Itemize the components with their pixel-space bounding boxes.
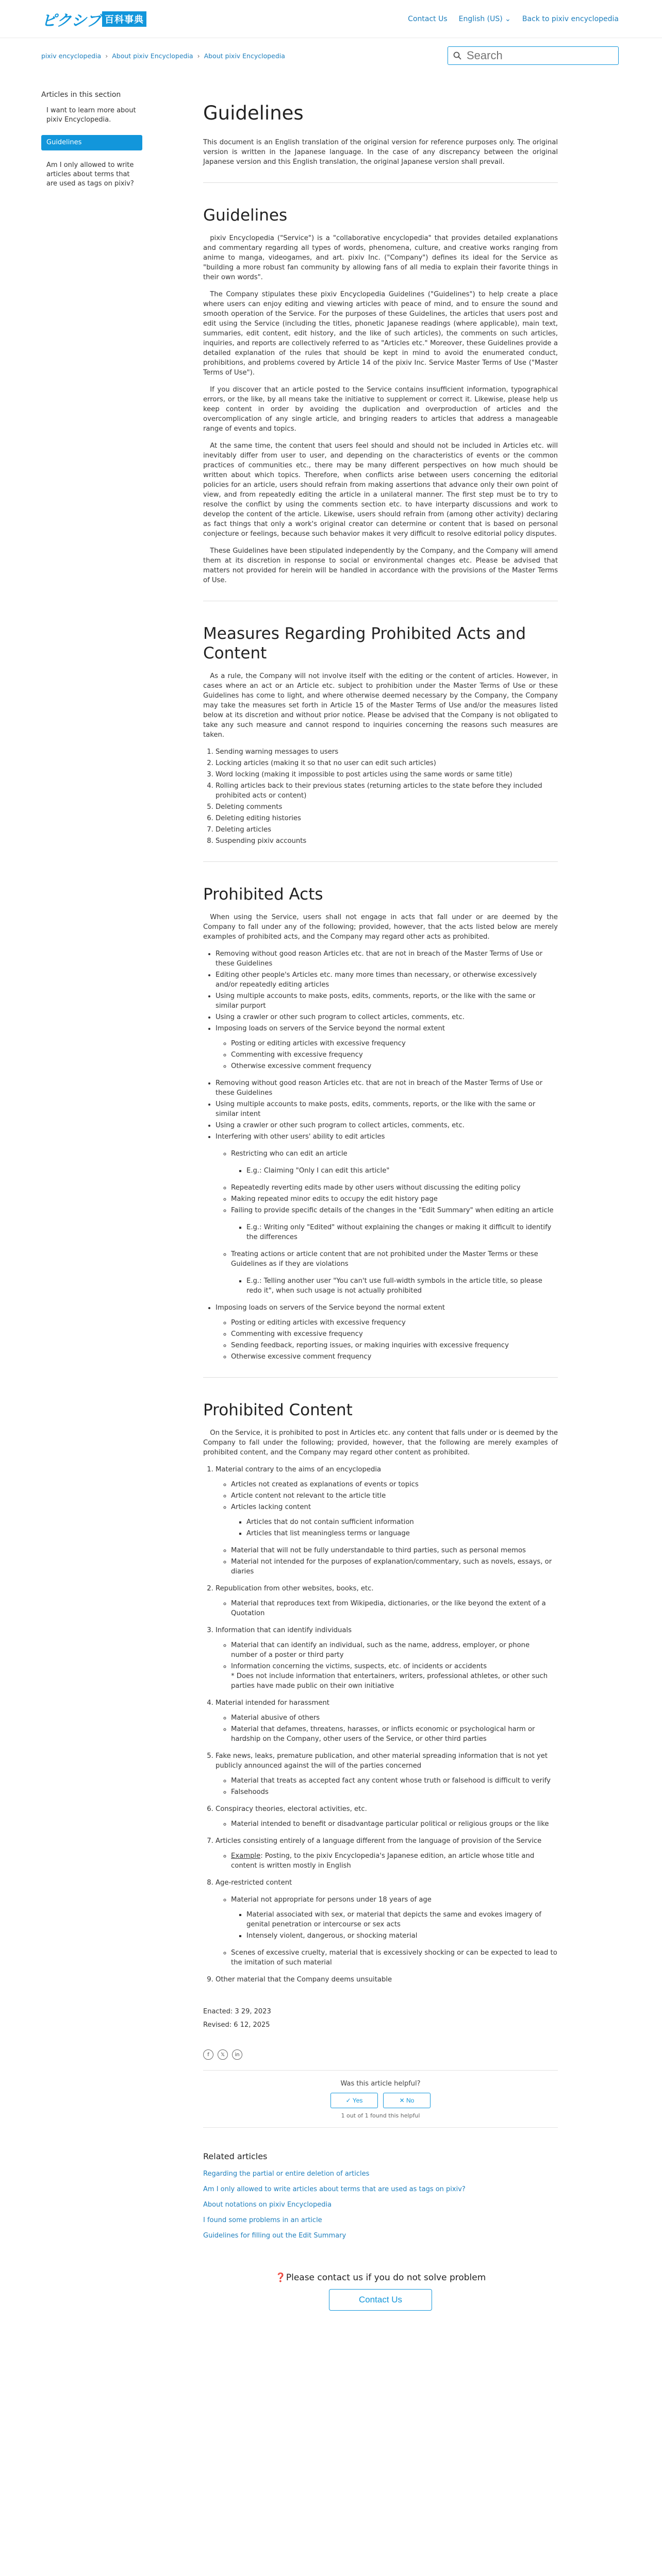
list-item: ◦ Otherwise excessive comment frequency xyxy=(231,1352,558,1362)
list-item xyxy=(216,1303,558,1362)
list-item: • Editing other people's Articles etc. many more times than necessary, or otherwise excessively and/or repeatedly editing articles xyxy=(216,970,558,990)
list-item: ◦ Material that can identify an individual, such as the name, address, employer, or phone number of a poster or third party xyxy=(231,1640,558,1660)
measures-list xyxy=(203,747,558,846)
list-item xyxy=(216,1751,558,1797)
list-item xyxy=(216,1698,558,1744)
enacted-date: Enacted: 3 29, 2023 xyxy=(203,2008,271,2015)
paragraph: The Company stipulates these pixiv Encyclopedia Guidelines ("Guidelines") to help create a place where users can enjoy editing and viewing articles with peace of mind, and to ensure the sound and smooth operation of the Service. For the purposes of these Guidelines, the articles that users post and edit using the Service (including the titles, phonetic Japanese readings (where applicable), main text, summaries, edit content, edit history, and the like of such articles), the comments on such articles, inquiries, and reports are collectively referred to as "Articles etc." Moreover, these Guidelines provide a detailed explanation of the rules that should be kept in mind to avoid the enumerated conduct, prohibitions, and problems covered by Article 14 of the pixiv Inc. Service Master Terms of Use ("Master Terms of Use"). xyxy=(203,291,558,377)
vote-no-button[interactable]: ✕ No xyxy=(383,2093,431,2108)
sub-sub-list xyxy=(231,1910,558,1941)
breadcrumb-item[interactable]: About pixiv Encyclopedia xyxy=(112,52,193,60)
list-item: 6. Deleting editing histories xyxy=(216,814,558,823)
related-link[interactable]: About notations on pixiv Encyclopedia xyxy=(203,2201,332,2209)
related-title: Related articles xyxy=(203,2151,268,2161)
contact-us-button[interactable]: Contact Us xyxy=(329,2289,432,2311)
list-item-text: : Posting, to the pixiv Encyclopedia's Japanese edition, an article whose title and content is written mostly in English xyxy=(231,1852,535,1870)
list-item: 7. Deleting articles xyxy=(216,825,558,835)
list-item: ◦ Scenes of excessive cruelty, material that is excessively shocking or can be expected to lead to the imitation of such material xyxy=(231,1948,558,1968)
list-item: 5. Deleting comments xyxy=(216,802,558,812)
related-link[interactable]: Regarding the partial or entire deletion of articles xyxy=(203,2170,370,2178)
list-item: • Using a crawler or other such program to collect articles, comments, etc. xyxy=(216,1012,558,1022)
sub-list xyxy=(216,1640,558,1691)
sub-list xyxy=(216,1480,558,1577)
sub-sub-list xyxy=(231,1166,558,1176)
list-item-text: Information concerning the victims, suspects, etc. of incidents or accidents xyxy=(231,1663,487,1670)
article-dates xyxy=(203,2005,558,2032)
paragraph: pixiv Encyclopedia ("Service") is a "collaborative encyclopedia" that provides detailed explanations and commentary regarding all types of words, phenomena, culture, and creative works ranging from anime to manga, videogames, and art. pixiv Inc. ("Company") defines its ideal for the Service as "building a more robust fan community by allowing fans of all media to explain their favorite things in their own words". xyxy=(203,234,558,281)
article-main xyxy=(203,70,558,2311)
back-to-encyclopedia-link[interactable]: Back to pixiv encyclopedia xyxy=(522,14,619,23)
list-item: ◦ Material that will not be fully understandable to third parties, such as personal memos xyxy=(231,1546,558,1555)
list-item-text: Information that can identify individuals xyxy=(216,1626,352,1634)
list-item-text: Failing to provide specific details of the changes in the "Edit Summary" when editing an article xyxy=(231,1207,554,1214)
paragraph: These Guidelines have been stipulated independently by the Company, and the Company will amend them at its discretion in response to social or environmental changes etc. Please be advised that matters not provided for herein will be handled in accordance with the provisions of the Master Terms of Use. xyxy=(203,547,558,584)
list-item: ◦ Repeatedly reverting edits made by other users without discussing the editing policy xyxy=(231,1183,558,1193)
list-item: ◦ Otherwise excessive comment frequency xyxy=(231,1061,558,1071)
x-twitter-icon[interactable]: 𝕏 xyxy=(218,2049,228,2060)
sub-sub-list xyxy=(231,1276,558,1296)
list-item: ▪ Material associated with sex, or material that depicts the same and evokes imagery of genital penetration or intercourse or sex acts xyxy=(246,1910,558,1929)
sub-sub-list xyxy=(231,1517,558,1538)
sub-list xyxy=(216,1149,558,1296)
breadcrumb xyxy=(41,52,285,60)
list-item: 2. Locking articles (making it so that no user can edit such articles) xyxy=(216,758,558,768)
list-item: ▪ E.g.: Writing only "Edited" without explaining the changes or making it difficult to identify the differences xyxy=(246,1223,558,1242)
logo-pixiv-text: ピクシブ xyxy=(41,11,101,30)
list-item: • Removing without good reason Articles etc. that are not in breach of the Master Terms of Use or these Guidelines xyxy=(216,1078,558,1098)
list-item xyxy=(216,1132,558,1296)
linkedin-icon[interactable]: in xyxy=(232,2049,242,2060)
sub-list xyxy=(216,1599,558,1618)
list-item: • Using multiple accounts to make posts, edits, comments, reports, or the like with the same or similar intent xyxy=(216,1099,558,1119)
list-item: ◦ Material that defames, threatens, harasses, or inflicts economic or psychological harm or hardship on the Company, other users of the Service, or other third parties xyxy=(231,1724,558,1744)
list-item-text: Republication from other websites, books, etc. xyxy=(216,1585,374,1592)
example-label: Example xyxy=(231,1852,261,1860)
breadcrumb-item[interactable]: pixiv encyclopedia xyxy=(41,52,102,60)
paragraph: As a rule, the Company will not involve itself with the editing or the content of articles. However, in cases where an act or an Article etc. subject to prohibition under the Master Terms of Use or these Guidelines has come to light, and where otherwise deemed necessary by the Company, the Company may take the measures set forth in Article 15 of the Master Terms of Use and/or the measures listed below at its discretion and without prior notice. Please be advised that the Company is not obligated to take any such measure and cannot respond to inquiries concerning the reasons such measures are taken. xyxy=(203,672,558,739)
sub-list xyxy=(216,1318,558,1362)
logo-dict-text: 百科事典 xyxy=(102,11,146,27)
list-item-text: Articles lacking content xyxy=(231,1503,311,1511)
list-item xyxy=(231,1851,558,1871)
paragraph: When using the Service, users shall not engage in acts that fall under or are deemed by the Company to fall under any of the following; provided, however, that the acts listed below are merely examples of prohibited acts, and the Company may regard other acts as prohibited. xyxy=(203,913,558,941)
paragraph: If you discover that an article posted to the Service contains insufficient information, typographical errors, or the like, by all means take the initiative to supplement or correct it. Likewise, please help us keep content in order by avoiding the duplication and overproduction of articles and the overcomplication of any single article, and bringing readers to articles that address a manageable range of events and topics. xyxy=(203,386,558,433)
list-item: ◦ Articles not created as explanations of events or topics xyxy=(231,1480,558,1489)
list-item: ◦ Material that reproduces text from Wikipedia, dictionaries, or the like beyond the extent of a Quotation xyxy=(231,1599,558,1618)
vote-yes-button[interactable]: ✓ Yes xyxy=(330,2093,378,2108)
list-item-text: Imposing loads on servers of the Service beyond the normal extent xyxy=(216,1304,445,1312)
sub-list xyxy=(216,1895,558,1968)
list-item xyxy=(231,1895,558,1941)
related-link[interactable]: Am I only allowed to write articles about terms that are used as tags on pixiv? xyxy=(203,2185,466,2193)
list-item: ▪ Intensely violent, dangerous, or shocking material xyxy=(246,1931,558,1941)
list-item xyxy=(216,1878,558,1968)
list-item: • Using a crawler or other such program to collect articles, comments, etc. xyxy=(216,1121,558,1130)
list-item-text: Conspiracy theories, electoral activities, etc. xyxy=(216,1805,367,1813)
share-buttons xyxy=(203,2049,558,2060)
site-header xyxy=(0,0,662,38)
search-input[interactable] xyxy=(466,48,610,63)
list-item: ◦ Commenting with excessive frequency xyxy=(231,1329,558,1339)
list-item: 9. Other material that the Company deems unsuitable xyxy=(216,1975,558,1985)
list-item-text: Material not appropriate for persons under 18 years of age xyxy=(231,1896,432,1904)
vote-buttons xyxy=(203,2093,558,2108)
list-item-text: Treating actions or article content that are not prohibited under the Master Terms or these Guidelines as if they are violations xyxy=(231,1250,538,1268)
list-item: ◦ Falsehoods xyxy=(231,1787,558,1797)
list-item: ◦ Making repeated minor edits to occupy the edit history page xyxy=(231,1194,558,1204)
helpful-vote xyxy=(203,2070,558,2128)
related-link[interactable]: Guidelines for filling out the Edit Summary xyxy=(203,2232,346,2240)
page-layout xyxy=(0,70,662,2311)
list-item-text: Material contrary to the aims of an encyclopedia xyxy=(216,1466,382,1473)
list-item xyxy=(216,1024,558,1071)
list-item xyxy=(216,1625,558,1691)
contact-section xyxy=(203,2273,558,2311)
related-link[interactable]: I found some problems in an article xyxy=(203,2216,322,2224)
chevron-right-icon: › xyxy=(197,52,200,60)
list-item: ▪ E.g.: Telling another user "You can't use full-width symbols in the article title, so please redo it", when such usage is not actually prohibited xyxy=(246,1276,558,1296)
list-item-text: Articles consisting entirely of a language different from the language of provision of the Service xyxy=(216,1837,542,1845)
facebook-icon[interactable]: f xyxy=(203,2049,213,2060)
sidebar-item-tags-question[interactable]: Am I only allowed to write articles about terms that are used as tags on pixiv? xyxy=(46,161,134,188)
site-logo[interactable] xyxy=(41,8,146,30)
list-item: ◦ Posting or editing articles with excessive frequency xyxy=(231,1039,558,1048)
helpful-question: Was this article helpful? xyxy=(340,2080,421,2088)
contact-us-link[interactable]: Contact Us xyxy=(408,14,448,23)
list-item: ▪ Articles that list meaningless terms or language xyxy=(246,1529,558,1538)
list-item xyxy=(216,1804,558,1829)
section-title-prohibited-content: Prohibited Content xyxy=(203,1401,353,1419)
list-item-text: Restricting who can edit an article xyxy=(231,1150,347,1158)
sidebar-title: Articles in this section xyxy=(41,91,121,99)
note-text: * Does not include information that entertainers, writers, professional athletes, or other such parties have made public on their own initiative xyxy=(231,1672,548,1690)
search-icon xyxy=(453,52,461,60)
prohibited-acts-list-a xyxy=(203,949,558,1071)
sub-list xyxy=(216,1819,558,1829)
sub-list xyxy=(216,1713,558,1744)
list-item-text: Material intended for harassment xyxy=(216,1699,329,1707)
subbar xyxy=(0,38,662,70)
sidebar-item-guidelines[interactable]: Guidelines xyxy=(41,135,142,150)
language-selector[interactable]: English (US) ⌄ xyxy=(458,14,511,23)
section-title-prohibited-acts: Prohibited Acts xyxy=(203,885,323,904)
section-title-measures: Measures Regarding Prohibited Acts and Content xyxy=(203,624,526,663)
paragraph: At the same time, the content that users feel should and should not be included in Articles etc. will inevitably differ from user to user, and depending on the characteristics of events or the common practices of communities etc., there may be many different perspectives on how much should be written about which topics. Therefore, when conflicts arise between users concerning the editorial policies for an article, users should refrain from making assertions that advance only their own point of view, and from repeatedly editing the article in a unilateral manner. The first step must be to try to resolve the conflict by using the comments section etc. to have interparty discussions and work to develop the content of the article. Likewise, users should refrain from (among other activity) declaring as fact things that only a work's original creator can determine or content that is based on personal conjecture or feelings, because such behavior makes it very difficult to resolve editorial policy disputes. xyxy=(203,442,558,538)
list-item: ◦ Material intended to benefit or disadvantage particular political or religious groups or the like xyxy=(231,1819,558,1829)
contact-text: ❓Please contact us if you do not solve problem xyxy=(275,2273,486,2283)
list-item-text: Interfering with other users' ability to edit articles xyxy=(216,1133,385,1141)
prohibited-acts-list-b xyxy=(203,1078,558,1362)
sub-list xyxy=(216,1776,558,1797)
sub-sub-list xyxy=(231,1223,558,1242)
page-title: Guidelines xyxy=(203,102,304,124)
list-item: 3. Word locking (making it impossible to post articles using the same words or same title) xyxy=(216,770,558,779)
list-item: 8. Suspending pixiv accounts xyxy=(216,836,558,846)
list-item xyxy=(216,1836,558,1871)
list-item xyxy=(231,1502,558,1538)
chevron-right-icon: › xyxy=(105,52,108,60)
list-item xyxy=(216,1584,558,1618)
list-item: • Removing without good reason Articles etc. that are not in breach of the Master Terms of Use or these Guidelines xyxy=(216,949,558,969)
list-item: ◦ Material abusive of others xyxy=(231,1713,558,1723)
sub-list xyxy=(216,1039,558,1071)
list-item-text: Imposing loads on servers of the Service beyond the normal extent xyxy=(216,1025,445,1032)
list-item: ◦ Sending feedback, reporting issues, or making inquiries with excessive frequency xyxy=(231,1341,558,1350)
list-item: ▪ E.g.: Claiming "Only I can edit this article" xyxy=(246,1166,558,1176)
divider xyxy=(203,861,558,862)
list-item: ▪ Articles that do not contain sufficient information xyxy=(246,1517,558,1527)
list-item: 1. Sending warning messages to users xyxy=(216,747,558,757)
list-item xyxy=(231,1206,558,1242)
list-item-text: Age-restricted content xyxy=(216,1879,292,1887)
sidebar xyxy=(41,70,142,2311)
sub-list xyxy=(216,1851,558,1871)
list-item: ◦ Material not intended for the purposes of explanation/commentary, such as novels, essays, or diaries xyxy=(231,1557,558,1577)
list-item: • Using multiple accounts to make posts, edits, comments, reports, or the like with the same or similar purport xyxy=(216,991,558,1011)
related-articles xyxy=(203,2151,558,2244)
list-item: ◦ Commenting with excessive frequency xyxy=(231,1050,558,1060)
breadcrumb-item[interactable]: About pixiv Encyclopedia xyxy=(204,52,285,60)
search-box[interactable] xyxy=(448,46,619,65)
list-item: ◦ Article content not relevant to the article title xyxy=(231,1491,558,1501)
list-item xyxy=(231,1149,558,1176)
paragraph: On the Service, it is prohibited to post in Articles etc. any content that falls under or is deemed by the Company to fall under the following; provided, however, that the following are merely examples of prohibited content, and the Company may regard other content as prohibited. xyxy=(203,1429,558,1456)
list-item: 4. Rolling articles back to their previous states (returning articles to the state before they included prohibited acts or content) xyxy=(216,781,558,801)
header-nav xyxy=(408,15,619,23)
revised-date: Revised: 6 12, 2025 xyxy=(203,2021,270,2029)
list-item: ◦ Posting or editing articles with excessive frequency xyxy=(231,1318,558,1328)
helpful-count: 1 out of 1 found this helpful xyxy=(341,2112,420,2119)
list-item: ◦ Material that treats as accepted fact any content whose truth or falsehood is difficult to verify xyxy=(231,1776,558,1786)
intro-paragraph: This document is an English translation of the original version for reference purposes only. The original version is written in the Japanese language. In the case of any discrepancy between the original Japanese version and this English translation, the original Japanese version shall prevail. xyxy=(203,139,558,166)
list-item-text: Fake news, leaks, premature publication, and other material spreading information that is not yet publicly announced against the will of the parties concerned xyxy=(216,1752,548,1770)
list-item xyxy=(231,1662,558,1691)
divider xyxy=(203,182,558,183)
section-title-guidelines: Guidelines xyxy=(203,206,288,225)
list-item xyxy=(231,1249,558,1296)
divider xyxy=(203,1377,558,1378)
list-item xyxy=(216,1465,558,1577)
sidebar-item-learn-more[interactable]: I want to learn more about pixiv Encyclopedia. xyxy=(46,107,136,124)
prohibited-content-list xyxy=(203,1465,558,1985)
